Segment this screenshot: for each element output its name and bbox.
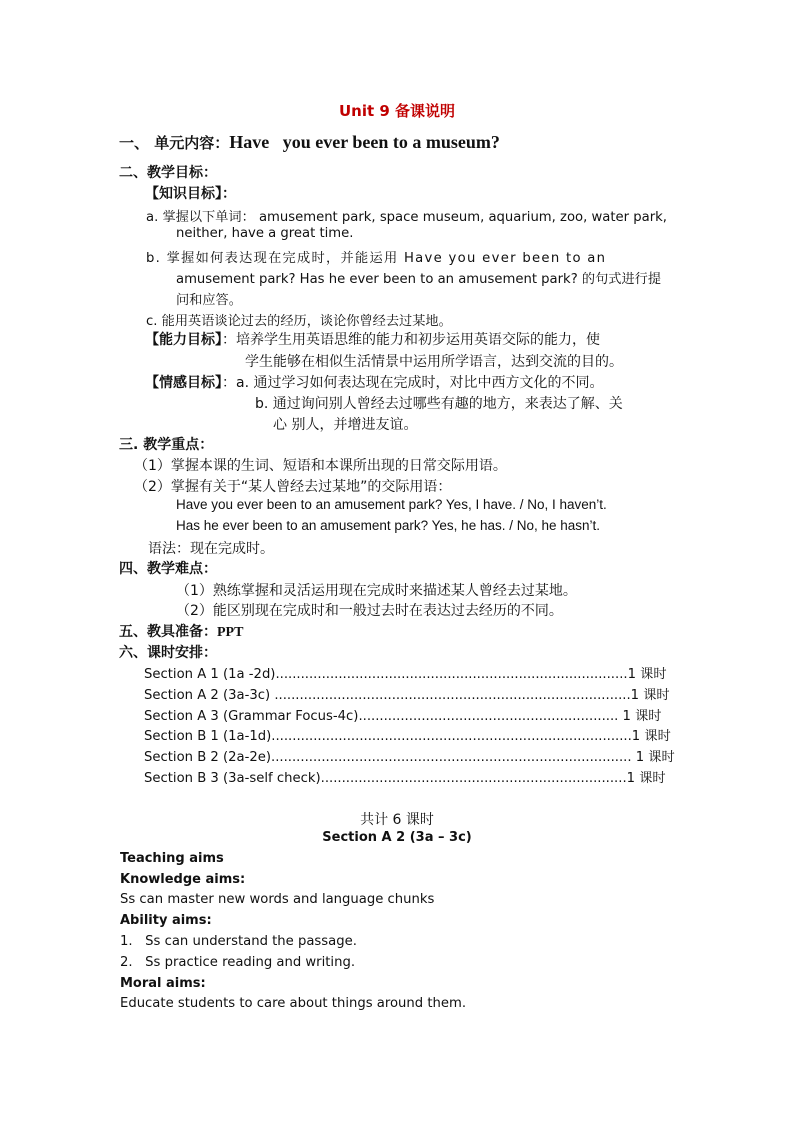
knowledge-item-b-line2: amusement park? Has he ever been to an amusement park? 的句式进行提	[176, 272, 662, 287]
ability-aim-item: 1. Ss can understand the passage.	[120, 934, 357, 949]
difficulty-2: （2）能区别现在完成时和一般过去时在表达过去经历的不同。	[176, 603, 563, 619]
ability-goal-label: 【能力目标】	[145, 332, 222, 348]
schedule-row: Section A 2 (3a-3c) .....................................................................................1 课时	[144, 688, 670, 703]
section-2-heading: 二、教学目标：	[119, 165, 217, 181]
knowledge-aims-text: Ss can master new words and language chunks	[120, 892, 435, 907]
emotion-goal	[145, 372, 603, 392]
key-point-1: （1）掌握本课的生词、短语和本课所出现的日常交际用语。	[134, 458, 507, 474]
schedule-row: Section B 2 (2a-2e)...................................................................................... 1 课时	[144, 750, 675, 765]
knowledge-goal-label: 【知识目标】：	[145, 186, 236, 202]
schedule-row: Section A 1 (1a -2d)....................................................................................1 课时	[144, 667, 667, 682]
lesson-heading: Section A 2 (3a – 3c)	[322, 830, 472, 845]
key-point-2: （2）掌握有关于“某人曾经去过某地”的交际用语：	[134, 479, 452, 495]
emotion-goal-label: 【情感目标】	[145, 375, 222, 391]
key-point-example-1: Have you ever been to an amusement park? Yes, I have. / No, I haven’t.	[176, 497, 607, 512]
knowledge-item-b-line3: 问和应答。	[176, 293, 242, 308]
section-5-label: 五、教具准备：	[119, 624, 217, 640]
section-1-label: 一、 单元内容：	[119, 134, 230, 152]
teaching-aims-label: Teaching aims	[120, 851, 224, 866]
section-6-heading: 六、课时安排：	[119, 645, 217, 661]
page-title: Unit 9 备课说明	[338, 102, 456, 120]
section-3-heading: 三. 教学重点：	[119, 437, 214, 453]
section-1-heading	[119, 132, 500, 153]
section-1-content: Have you ever been to a museum?	[229, 132, 500, 152]
knowledge-item-c: c. 能用英语谈论过去的经历，谈论你曾经去过某地。	[146, 314, 452, 329]
schedule-row: Section B 3 (3a-self check).........................................................................1 课时	[144, 771, 666, 786]
section-5-content: PPT	[217, 625, 244, 640]
section-5-heading	[119, 621, 243, 641]
key-point-example-2: Has he ever been to an amusement park? Yes, he has. / No, he hasn’t.	[176, 518, 601, 533]
difficulty-1: （1）熟练掌握和灵活运用现在完成时来描述某人曾经去过某地。	[176, 583, 577, 599]
ability-aims-label: Ability aims:	[120, 913, 212, 928]
emotion-goal-b-line2: 心 别人，并增进友谊。	[273, 417, 418, 433]
total-hours: 共计 6 课时	[360, 812, 434, 828]
schedule-row: Section B 1 (1a-1d)......................................................................................1 课时	[144, 729, 671, 744]
section-4-heading: 四、教学难点：	[119, 561, 217, 577]
ability-goal-line2: 学生能够在相似生活情景中运用所学语言，达到交流的目的。	[245, 354, 623, 370]
emotion-goal-a: ：a. 通过学习如何表达现在完成时，对比中西方文化的不同。	[222, 375, 604, 391]
moral-aims-text: Educate students to care about things around them.	[120, 996, 467, 1011]
emotion-goal-b-line1: b. 通过询问别人曾经去过哪些有趣的地方，来表达了解、关	[255, 396, 623, 412]
knowledge-item-b-line1: b. 掌握如何表达现在完成时，并能运用 Have you ever been to an	[146, 251, 607, 266]
knowledge-aims-label: Knowledge aims:	[120, 872, 246, 887]
knowledge-item-a-line2: neither, have a great time.	[176, 226, 354, 241]
grammar-point: 语法：现在完成时。	[148, 541, 274, 557]
ability-goal	[145, 329, 600, 349]
ability-goal-line1: ：培养学生用英语思维的能力和初步运用英语交际的能力，使	[222, 332, 600, 348]
knowledge-item-a-line1: a. 掌握以下单词： amusement park, space museum, aquarium, zoo, water park,	[146, 210, 667, 225]
moral-aims-label: Moral aims:	[120, 976, 206, 991]
schedule-row: Section A 3 (Grammar Focus-4c).............................................................. 1 课时	[144, 709, 662, 724]
ability-aim-item: 2. Ss practice reading and writing.	[120, 955, 356, 970]
